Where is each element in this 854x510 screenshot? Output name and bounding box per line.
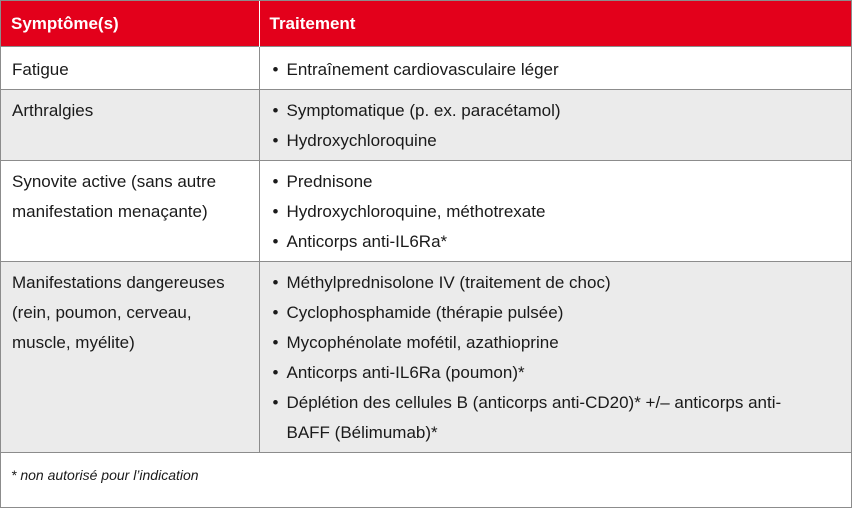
treatment-cell xyxy=(259,90,851,161)
treatment-item: • Cyclophosphamide (thérapie pulsée) xyxy=(271,298,812,328)
treatment-table-grid xyxy=(1,1,851,452)
treatment-cell xyxy=(259,47,851,90)
table-row xyxy=(1,262,851,453)
treatment-list xyxy=(271,268,812,448)
treatment-item: • Anticorps anti-IL6Ra (poumon)* xyxy=(271,358,812,388)
treatment-list xyxy=(271,55,842,85)
treatment-item: • Prednisone xyxy=(271,167,842,197)
treatment-cell xyxy=(259,262,851,453)
symptom-cell: Synovite active (sans autre manifestation menaçante) xyxy=(1,161,259,262)
header-symptoms: Symptôme(s) xyxy=(1,1,259,47)
table-header-row xyxy=(1,1,851,47)
symptom-cell: Arthralgies xyxy=(1,90,259,161)
table-row xyxy=(1,47,851,90)
treatment-list xyxy=(271,167,842,257)
treatment-item: • Méthylprednisolone IV (traitement de choc) xyxy=(271,268,812,298)
treatment-list xyxy=(271,96,842,156)
treatment-item: • Symptomatique (p. ex. paracétamol) xyxy=(271,96,842,126)
table-row xyxy=(1,90,851,161)
treatment-item: • Entraînement cardiovasculaire léger xyxy=(271,55,842,85)
symptom-cell: Manifestations dangereuses (rein, poumon, cerveau, muscle, myélite) xyxy=(1,262,259,453)
table-footnote: * non autorisé pour l’indication xyxy=(1,452,851,498)
treatment-item: • Mycophénolate mofétil, azathioprine xyxy=(271,328,812,358)
treatment-item: • Déplétion des cellules B (anticorps anti-CD20)* +/– anticorps anti-BAFF (Bélimumab)* xyxy=(271,388,812,448)
treatment-item: • Hydroxychloroquine, méthotrexate xyxy=(271,197,842,227)
symptom-cell: Fatigue xyxy=(1,47,259,90)
treatment-item: • Anticorps anti-IL6Ra* xyxy=(271,227,842,257)
header-treatment: Traitement xyxy=(259,1,851,47)
treatment-cell xyxy=(259,161,851,262)
table-row xyxy=(1,161,851,262)
treatment-item: • Hydroxychloroquine xyxy=(271,126,842,156)
